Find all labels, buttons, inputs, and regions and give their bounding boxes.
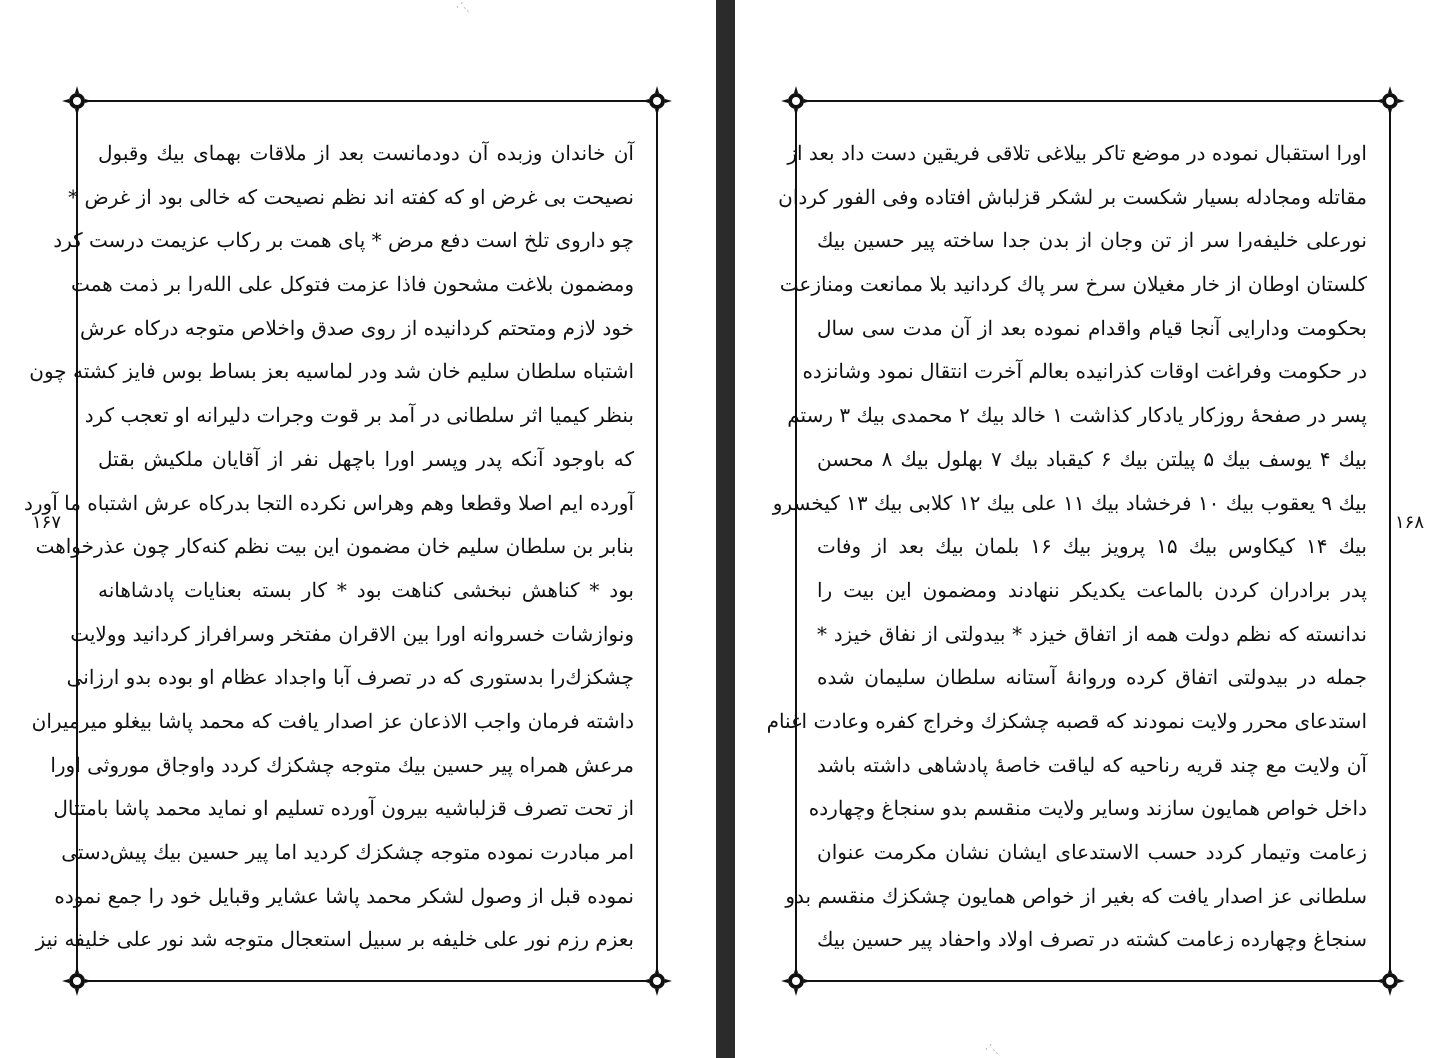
text-line: خود لازم ومتحتم کردانیده از روی صدق واخلاص متوجه درکاه عرش [80,315,634,340]
text-line: بحکومت ودارایی آنجا قیام واقدام نموده بعد از آن مدت سی سال [817,315,1367,340]
corner-ornament-icon [62,86,92,116]
text-line: اورا استقبال نموده در موضع تاکر بیلاغی تلاقی فریقین دست داد بعد از [787,141,1367,165]
text-line: ونوازشات خسروانه اورا بین الاقران مفتخر وسرافراز کردانید وولایت [70,621,634,646]
text-line: بیك ۴ یوسف بیك ۵ پیلتن بیك ۶ کیقباد بیك ۷ بهلول بیك ۸ محسن [817,446,1368,471]
frame-rule-right [1389,98,1391,984]
text-line: در حکومت وفراغت اوقات کذرانیده بعالم آخرت انتقال نمود وشانزده [802,359,1367,384]
corner-ornament-icon [62,966,92,996]
frame-rule-bottom [793,980,1393,982]
text-line: مرعش همراه پیر حسین بیك متوجه چشکزك کردد واوجاق موروثی اورا [50,752,634,777]
left-page [0,0,716,1058]
book-gutter [716,0,735,1058]
text-line: داخل خواص همایون سازند وسایر ولایت منقسم بدو سنجاغ وچهارده [808,796,1367,821]
text-line: بیك ۱۴ کیکاوس بیك ۱۵ پرویز بیك ۱۶ بلمان بیك بعد از وفات [817,534,1367,559]
text-line: آورده ایم اصلا وقطعا وهم وهراس نکرده التجا بدرکاه عرش اشتباه ما آورد [23,490,634,515]
text-line: از تحت تصرف قزلباشیه بیرون آورده تسلیم او نماید محمد پاشا بامتثال [53,796,634,821]
frame-rule-left [795,98,797,984]
bottom-mark: ·ˊ˴ˏ [985,1045,999,1055]
page-number-right: ۱۶۸ [1395,512,1425,533]
text-line: سنجاغ وچهارده زعامت کشته در تصرف اولاد واحفاد پیر حسین بیك [817,927,1367,952]
text-line: کلستان اوطان از خار مغیلان سرخ سر پاك کردانید بلا ممانعت ومنازعت [779,272,1367,297]
text-line: آن ولایت مع چند قریه رناحیه که لیاقت خاصهٔ پادشاهی داشته باشد [817,752,1367,777]
text-line: سلطانی عز اصدار یافت که بغیر از خواص همایون چشکزك منقسم بدو [785,883,1367,908]
frame-rule-bottom [74,980,660,982]
text-line: اشتباه سلطان سلیم خان شد ودر لماسیه بعز بساط بوس فایز کشته چون [29,359,634,384]
text-line: چو داروی تلخ است دفع مرض * پای همت بر رکاب عزیمت درست کرد [53,228,634,253]
text-line: امر مبادرت نموده متوجه چشکزك کردید اما پیر حسین بیك پیش‌دستی [61,840,634,864]
text-line: جمله در بیدولتی اتفاق کرده وروانهٔ آستانه سلطان سلیمان شده [817,665,1367,690]
text-line: ومضمون بلاغت مشحون فاذا عزمت فتوکل علی الله‌را بر ذمت همت [70,272,634,297]
corner-ornament-icon [781,86,811,116]
text-line: داشته فرمان واجب الاذعان عز اصدار یافت که محمد پاشا بیغلو میرمیران [31,708,634,733]
right-page [735,0,1453,1058]
top-mark: ·ˊ˴ˏ [456,3,470,13]
text-line: بنظر کیمیا اثر سلطانی در آمد بر قوت وجرات دلیرانه او تعجب کرد [84,403,634,428]
corner-ornament-icon [1375,86,1405,116]
frame-rule-top [793,100,1393,102]
corner-ornament-icon [1375,966,1405,996]
text-line: آن خاندان وزبده آن دودمانست بعد از ملاقات بهمای بیك وقبول [98,141,634,165]
text-line: نورعلی خلیفه‌را سر از تن وجان از بدن جدا ساخته پیر حسین بیك [817,228,1367,253]
text-line: زعامت وتیمار کردد حسب الاستدعای ایشان نشان مکرمت عنوان [817,840,1367,864]
text-line: پدر برادران کردن بالماعت یکدیکر ننهادند ومضمون این بیت را [817,577,1367,602]
corner-ornament-icon [642,966,672,996]
text-line: بیك ۹ یعقوب بیك ۱۰ فرخشاد بیك ۱۱ علی بیك ۱۲ کلابی بیك ۱۳ کیخسرو [772,490,1367,515]
frame-rule-right [656,98,658,984]
text-line: پسر در صفحهٔ روزکار یادکار کذاشت ۱ خالد بیك ۲ محمدی بیك ۳ رستم [787,403,1367,428]
right-page-frame [766,98,1393,984]
text-line: بعزم رزم نور علی خلیفه بر سبیل استعجال متوجه شد نور علی خلیفه نیز [35,927,634,952]
text-line: ندانسته که نظم دولت همه از اتفاق خیزد * بیدولتی از نفاق خیزد * [817,621,1367,646]
text-line: نصیحت بی غرض او که کفته اند نظم نصیحت که خالی بود از غرض * [68,184,634,209]
text-line: بود * کناهش نبخشی کناهت بود * کار بسته بعنایات پادشاهانه [98,577,634,602]
text-line: نموده قبل از وصول لشکر محمد پاشا عشایر وقبایل خود را جمع نموده [54,883,634,908]
text-line: استدعای محرر ولایت نمودند که قصبه چشکزك وخراج کفره وعادت اغنام [766,708,1367,733]
text-line: چشکزك‌را بدستوری که در تصرف آبا واجداد عظام او بوده بدو ارزانی [66,665,634,690]
frame-rule-top [74,100,660,102]
right-page-text [766,132,1368,962]
text-line: مقاتله ومجادله بسیار شکست بر لشکر قزلباش افتاده وفی الفور کردان [778,184,1367,209]
corner-ornament-icon [642,86,672,116]
corner-ornament-icon [781,966,811,996]
text-line: که باوجود آنکه پدر وپسر اورا باچهل نفر از آقایان ملکیش بقتل [98,446,634,471]
text-line: بنابر بن سلطان سلیم خان مضمون این بیت نظم کنه‌کار چون عذرخواهت [35,534,634,559]
page-number-left: ۱۶۷ [32,512,62,533]
